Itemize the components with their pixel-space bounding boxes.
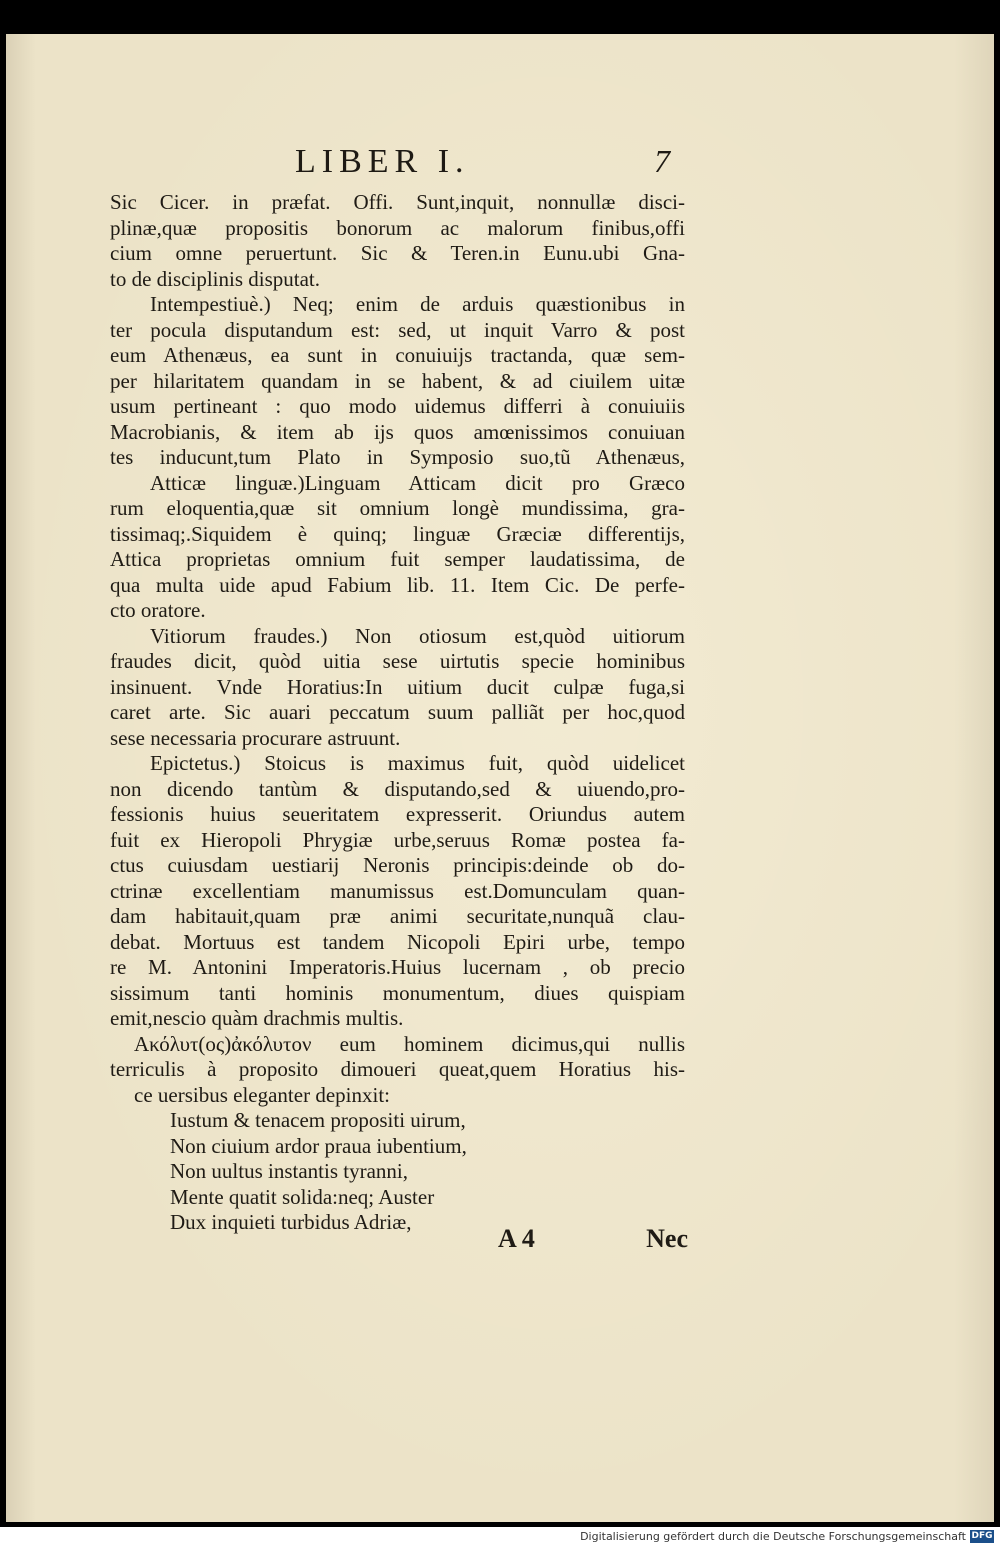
text-line: ter pocula disputandum est: sed, ut inquit Varro & post xyxy=(110,317,685,342)
text-line: rum eloquentia,quæ sit omnium longè mundissima, gra- xyxy=(110,496,685,520)
text-line: Epictetus.) Stoicus is maximus fuit, quòd uidelicet xyxy=(150,751,685,775)
text-line: emit,nescio quàm drachmis multis. xyxy=(110,1006,404,1030)
text-line: fessionis huius seueritatem expresserit. Oriundus autem xyxy=(110,802,685,826)
dfg-logo-icon: DFG xyxy=(971,1531,993,1541)
text-block xyxy=(110,190,685,1236)
text-line: plinæ,quæ propositis bonorum ac malorum finibus,offi xyxy=(110,215,685,240)
verse-line: Non ciuium ardor praua iubentium, xyxy=(170,1133,467,1158)
text-line: per hilaritatem quandam in se habent, & ad ciuilem uitæ xyxy=(110,368,685,393)
text-line: Intempestiuè.) Neq; enim de arduis quæstionibus in xyxy=(150,292,685,316)
text-line: eum Athenæus, ea sunt in conuiuijs tractanda, quæ sem- xyxy=(110,343,685,367)
text-line: sese necessaria procurare astruunt. xyxy=(110,725,401,750)
text-line: Atticæ linguæ.)Linguam Atticam dicit pro Græco xyxy=(150,470,685,495)
text-line: fuit ex Hieropoli Phrygiæ urbe,seruus Romæ postea fa- xyxy=(110,827,685,852)
text-line: re M. Antonini Imperatoris.Huius lucernam , ob precio xyxy=(110,955,685,979)
text-line: Sic Cicer. in præfat. Offi. Sunt,inquit, nonnullæ disci- xyxy=(110,190,685,214)
text-line: cto oratore. xyxy=(110,598,206,622)
signature-mark: A 4 xyxy=(498,1224,535,1253)
text-line: ctrinæ excellentiam manumissus est.Domunculam quan- xyxy=(110,878,685,903)
text-line: Vitiorum fraudes.) Non otiosum est,quòd uitiorum xyxy=(150,623,685,648)
catchline xyxy=(110,1224,690,1256)
text-line: ce uersibus eleganter depinxit: xyxy=(134,1082,390,1107)
verse-line: Non uultus instantis tyranni, xyxy=(170,1159,408,1183)
running-title: LIBER I. xyxy=(295,143,470,180)
text-line: to de disciplinis disputat. xyxy=(110,266,320,291)
text-line: cium omne peruertunt. Sic & Teren.in Eunu.ubi Gna- xyxy=(110,241,685,265)
verse-line: Iustum & tenacem propositi uirum, xyxy=(170,1108,466,1132)
funding-notice: Digitalisierung gefördert durch die Deutsche Forschungsgemeinschaft xyxy=(580,1530,966,1543)
text-line: caret arte. Sic auari peccatum suum palliãt per hoc,quod xyxy=(110,700,685,724)
text-line: tes inducunt,tum Plato in Symposio suo,tũ Athenæus, xyxy=(110,445,685,469)
text-line: sissimum tanti hominis monumentum, diues quispiam xyxy=(110,980,685,1005)
text-line: qua multa uide apud Fabium lib. 11. Item Cic. De perfe- xyxy=(110,572,685,597)
text-line: tissimaq;.Siquidem è quinq; linguæ Græciæ differentijs, xyxy=(110,521,685,546)
text-line: Attica proprietas omnium fuit semper laudatissima, de xyxy=(110,547,685,571)
text-line: debat. Mortuus est tandem Nicopoli Epiri urbe, tempo xyxy=(110,929,685,954)
text-line: terriculis à proposito dimoueri queat,quem Horatius his- xyxy=(110,1057,685,1081)
text-line: Macrobianis, & item ab ijs quos amœnissimos conuiuan xyxy=(110,419,685,444)
verse-line: Mente quatit solida:neq; Auster xyxy=(170,1184,435,1209)
folio-number: 7 xyxy=(654,143,670,179)
page-header xyxy=(110,143,670,183)
text-line: non dicendo tantùm & disputando,sed & uiuendo,pro- xyxy=(110,776,685,801)
text-line: fraudes dicit, quòd uitia sese uirtutis specie hominibus xyxy=(110,649,685,673)
catchword: Nec xyxy=(646,1224,688,1253)
text-line: usum pertineant : quo modo uidemus differri à conuiuiis xyxy=(110,394,685,418)
text-line: insinuent. Vnde Horatius:In uitium ducit culpæ fuga,si xyxy=(110,674,685,699)
verse-line: Dux inquieti turbidus Adriæ, xyxy=(170,1210,412,1234)
text-line: Ακόλυτ(ος)ἀκόλυτον eum hominem dicimus,qui nullis xyxy=(134,1031,685,1056)
footer-bar xyxy=(0,1527,1000,1547)
text-line: dam habitauit,quam præ animi securitate,nunquã clau- xyxy=(110,904,685,928)
text-line: ctus cuiusdam uestiarij Neronis principis:deinde ob do- xyxy=(110,853,685,877)
